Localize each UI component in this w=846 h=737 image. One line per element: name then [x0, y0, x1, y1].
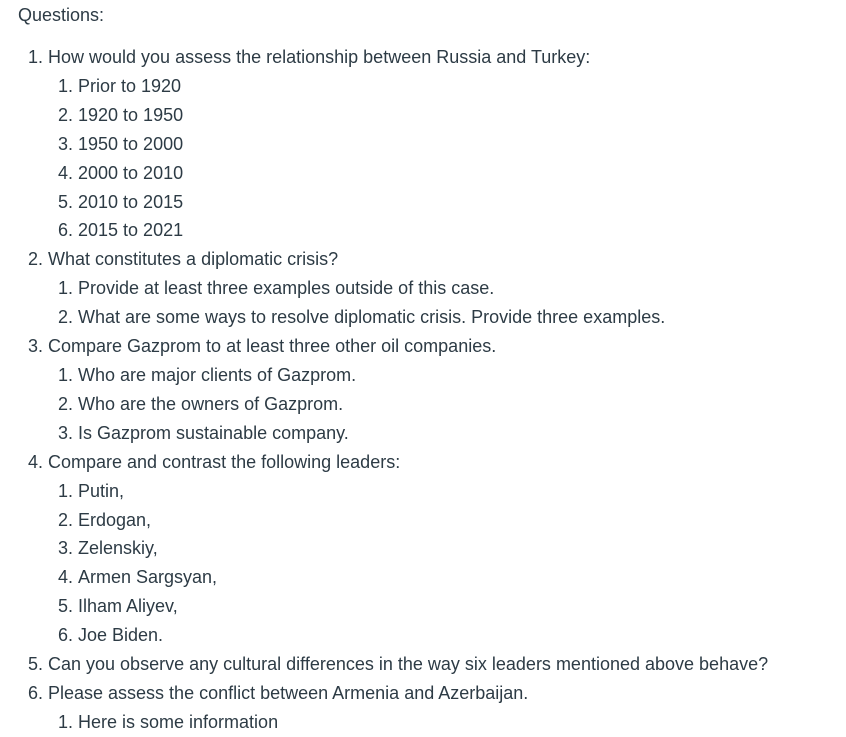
sub-question-list — [48, 361, 768, 448]
question-text: Can you observe any cultural differences in the way six leaders mentioned above behave? — [48, 654, 769, 675]
sub-question-item: 6. 2015 to 2021 — [78, 216, 768, 245]
question-item — [48, 679, 768, 737]
question-text: Compare Gazprom to at least three other oil companies. — [48, 336, 497, 357]
question-item — [48, 43, 768, 245]
sub-question-item: 1. Prior to 1920 — [78, 72, 768, 101]
sub-question-item: 2. What are some ways to resolve diplomatic crisis. Provide three examples. — [78, 303, 768, 332]
sub-question-item: 5. Ilham Aliyev, — [78, 592, 768, 621]
sub-question-item: 2. 1920 to 1950 — [78, 101, 768, 130]
questions-heading: Questions: — [18, 5, 105, 25]
sub-question-item: 3. 1950 to 2000 — [78, 130, 768, 159]
question-item — [48, 332, 768, 448]
question-text: What constitutes a diplomatic crisis? — [48, 249, 339, 270]
questions-list — [0, 43, 768, 737]
question-item — [48, 650, 768, 679]
sub-question-item: 3. Zelenskiy, — [78, 534, 768, 563]
sub-question-item: 1. Who are major clients of Gazprom. — [78, 361, 768, 390]
question-text: How would you assess the relationship between Russia and Turkey: — [48, 47, 591, 67]
sub-question-item: 3. Is Gazprom sustainable company. — [78, 419, 768, 448]
sub-question-item: 4. 2000 to 2010 — [78, 159, 768, 188]
sub-question-item: 1. Here is some information — [78, 708, 768, 737]
sub-question-item: 2. Erdogan, — [78, 506, 768, 535]
sub-question-item: 1. Provide at least three examples outside of this case. — [78, 274, 768, 303]
sub-question-item: 5. 2010 to 2015 — [78, 188, 768, 217]
question-item — [48, 245, 768, 332]
sub-question-list — [48, 708, 768, 737]
sub-question-list — [48, 477, 768, 650]
sub-question-list — [48, 274, 768, 332]
question-item — [48, 448, 768, 650]
sub-question-list — [48, 72, 768, 245]
sub-question-item: 2. Who are the owners of Gazprom. — [78, 390, 768, 419]
sub-question-item: 4. Armen Sargsyan, — [78, 563, 768, 592]
sub-question-item: 1. Putin, — [78, 477, 768, 506]
question-text: Compare and contrast the following leaders: — [48, 451, 401, 472]
question-text: Please assess the conflict between Armenia and Azerbaijan. — [48, 682, 529, 703]
sub-question-item: 6. Joe Biden. — [78, 621, 768, 650]
